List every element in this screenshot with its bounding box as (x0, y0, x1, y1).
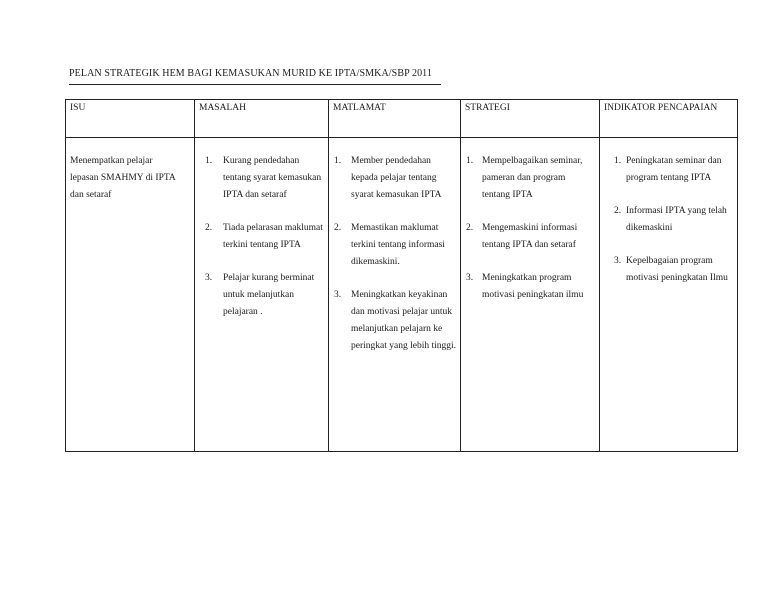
list-item (604, 153, 733, 187)
item-number: 2. (205, 223, 213, 233)
item-number: 1. (466, 156, 474, 166)
item-text: Informasi IPTA yang telah dikemaskini (626, 206, 727, 233)
item-number: 1. (614, 156, 622, 166)
matlamat-list (333, 153, 456, 355)
cell-indikator (600, 138, 738, 452)
cell-isu (66, 138, 195, 452)
isu-text: Menempatkan pelajar lepasan SMAHMY di IPTA dan setaraf (70, 156, 176, 200)
list-item (199, 270, 324, 321)
item-number: 3. (466, 273, 474, 283)
list-item (604, 203, 733, 237)
item-number: 2. (466, 223, 474, 233)
cell-strategi (461, 138, 600, 452)
item-text: Tiada pelarasan maklumat terkini tentang IPTA (223, 223, 323, 250)
header-isu: ISU (66, 100, 195, 138)
list-item (199, 153, 324, 204)
list-item (333, 220, 456, 271)
item-text: Mengemaskini informasi tentang IPTA dan setaraf (482, 223, 578, 250)
item-number: 1. (334, 156, 342, 166)
item-text: Memastikan maklumat terkini tentang informasi dikemaskini. (351, 223, 445, 267)
item-text: Peningkatan seminar dan program tentang IPTA (626, 156, 722, 183)
list-item (465, 220, 595, 254)
item-number: 3. (205, 273, 213, 283)
item-text: Meningkatkan keyakinan dan motivasi pelajar untuk melanjutkan pelajarn ke peringkat yang lebih tinggi. (351, 290, 457, 351)
item-text: Meningkatkan program motivasi peningkatan ilmu (482, 273, 584, 300)
list-item (199, 220, 324, 254)
item-number: 3. (614, 256, 622, 266)
header-indikator: INDIKATOR PENCAPAIAN (600, 100, 738, 138)
item-number: 2. (334, 223, 342, 233)
list-item (604, 253, 733, 287)
indikator-list (604, 153, 733, 287)
cell-masalah (195, 138, 329, 452)
item-number: 3. (334, 290, 342, 300)
item-text: Mempelbagaikan seminar, pameran dan program tentang IPTA (482, 156, 583, 200)
table-row (66, 138, 738, 452)
header-strategi: STRATEGI (461, 100, 600, 138)
strategi-list (465, 153, 595, 304)
list-item (465, 153, 595, 204)
strategic-plan-table (65, 99, 738, 452)
list-item (333, 153, 456, 204)
list-item (465, 270, 595, 304)
item-text: Kepelbagaian program motivasi peningkatan Ilmu (626, 256, 728, 283)
table-header-row (66, 100, 738, 138)
item-number: 1. (205, 156, 213, 166)
list-item (333, 287, 456, 355)
item-text: Kurang pendedahan tentang syarat kemasukan IPTA dan setaraf (223, 156, 322, 200)
item-text: Pelajar kurang berminat untuk melanjutkan pelajaran . (223, 273, 315, 317)
document-title: PELAN STRATEGIK HEM BAGI KEMASUKAN MURID KE IPTA/SMKA/SBP 2011 (69, 68, 433, 79)
header-matlamat: MATLAMAT (329, 100, 461, 138)
item-text: Member pendedahan kepada pelajar tentang syarat kemasukan IPTA (351, 156, 442, 200)
title-underline (69, 84, 441, 85)
item-number: 2. (614, 206, 622, 216)
masalah-list (199, 153, 324, 321)
header-masalah: MASALAH (195, 100, 329, 138)
cell-matlamat (329, 138, 461, 452)
